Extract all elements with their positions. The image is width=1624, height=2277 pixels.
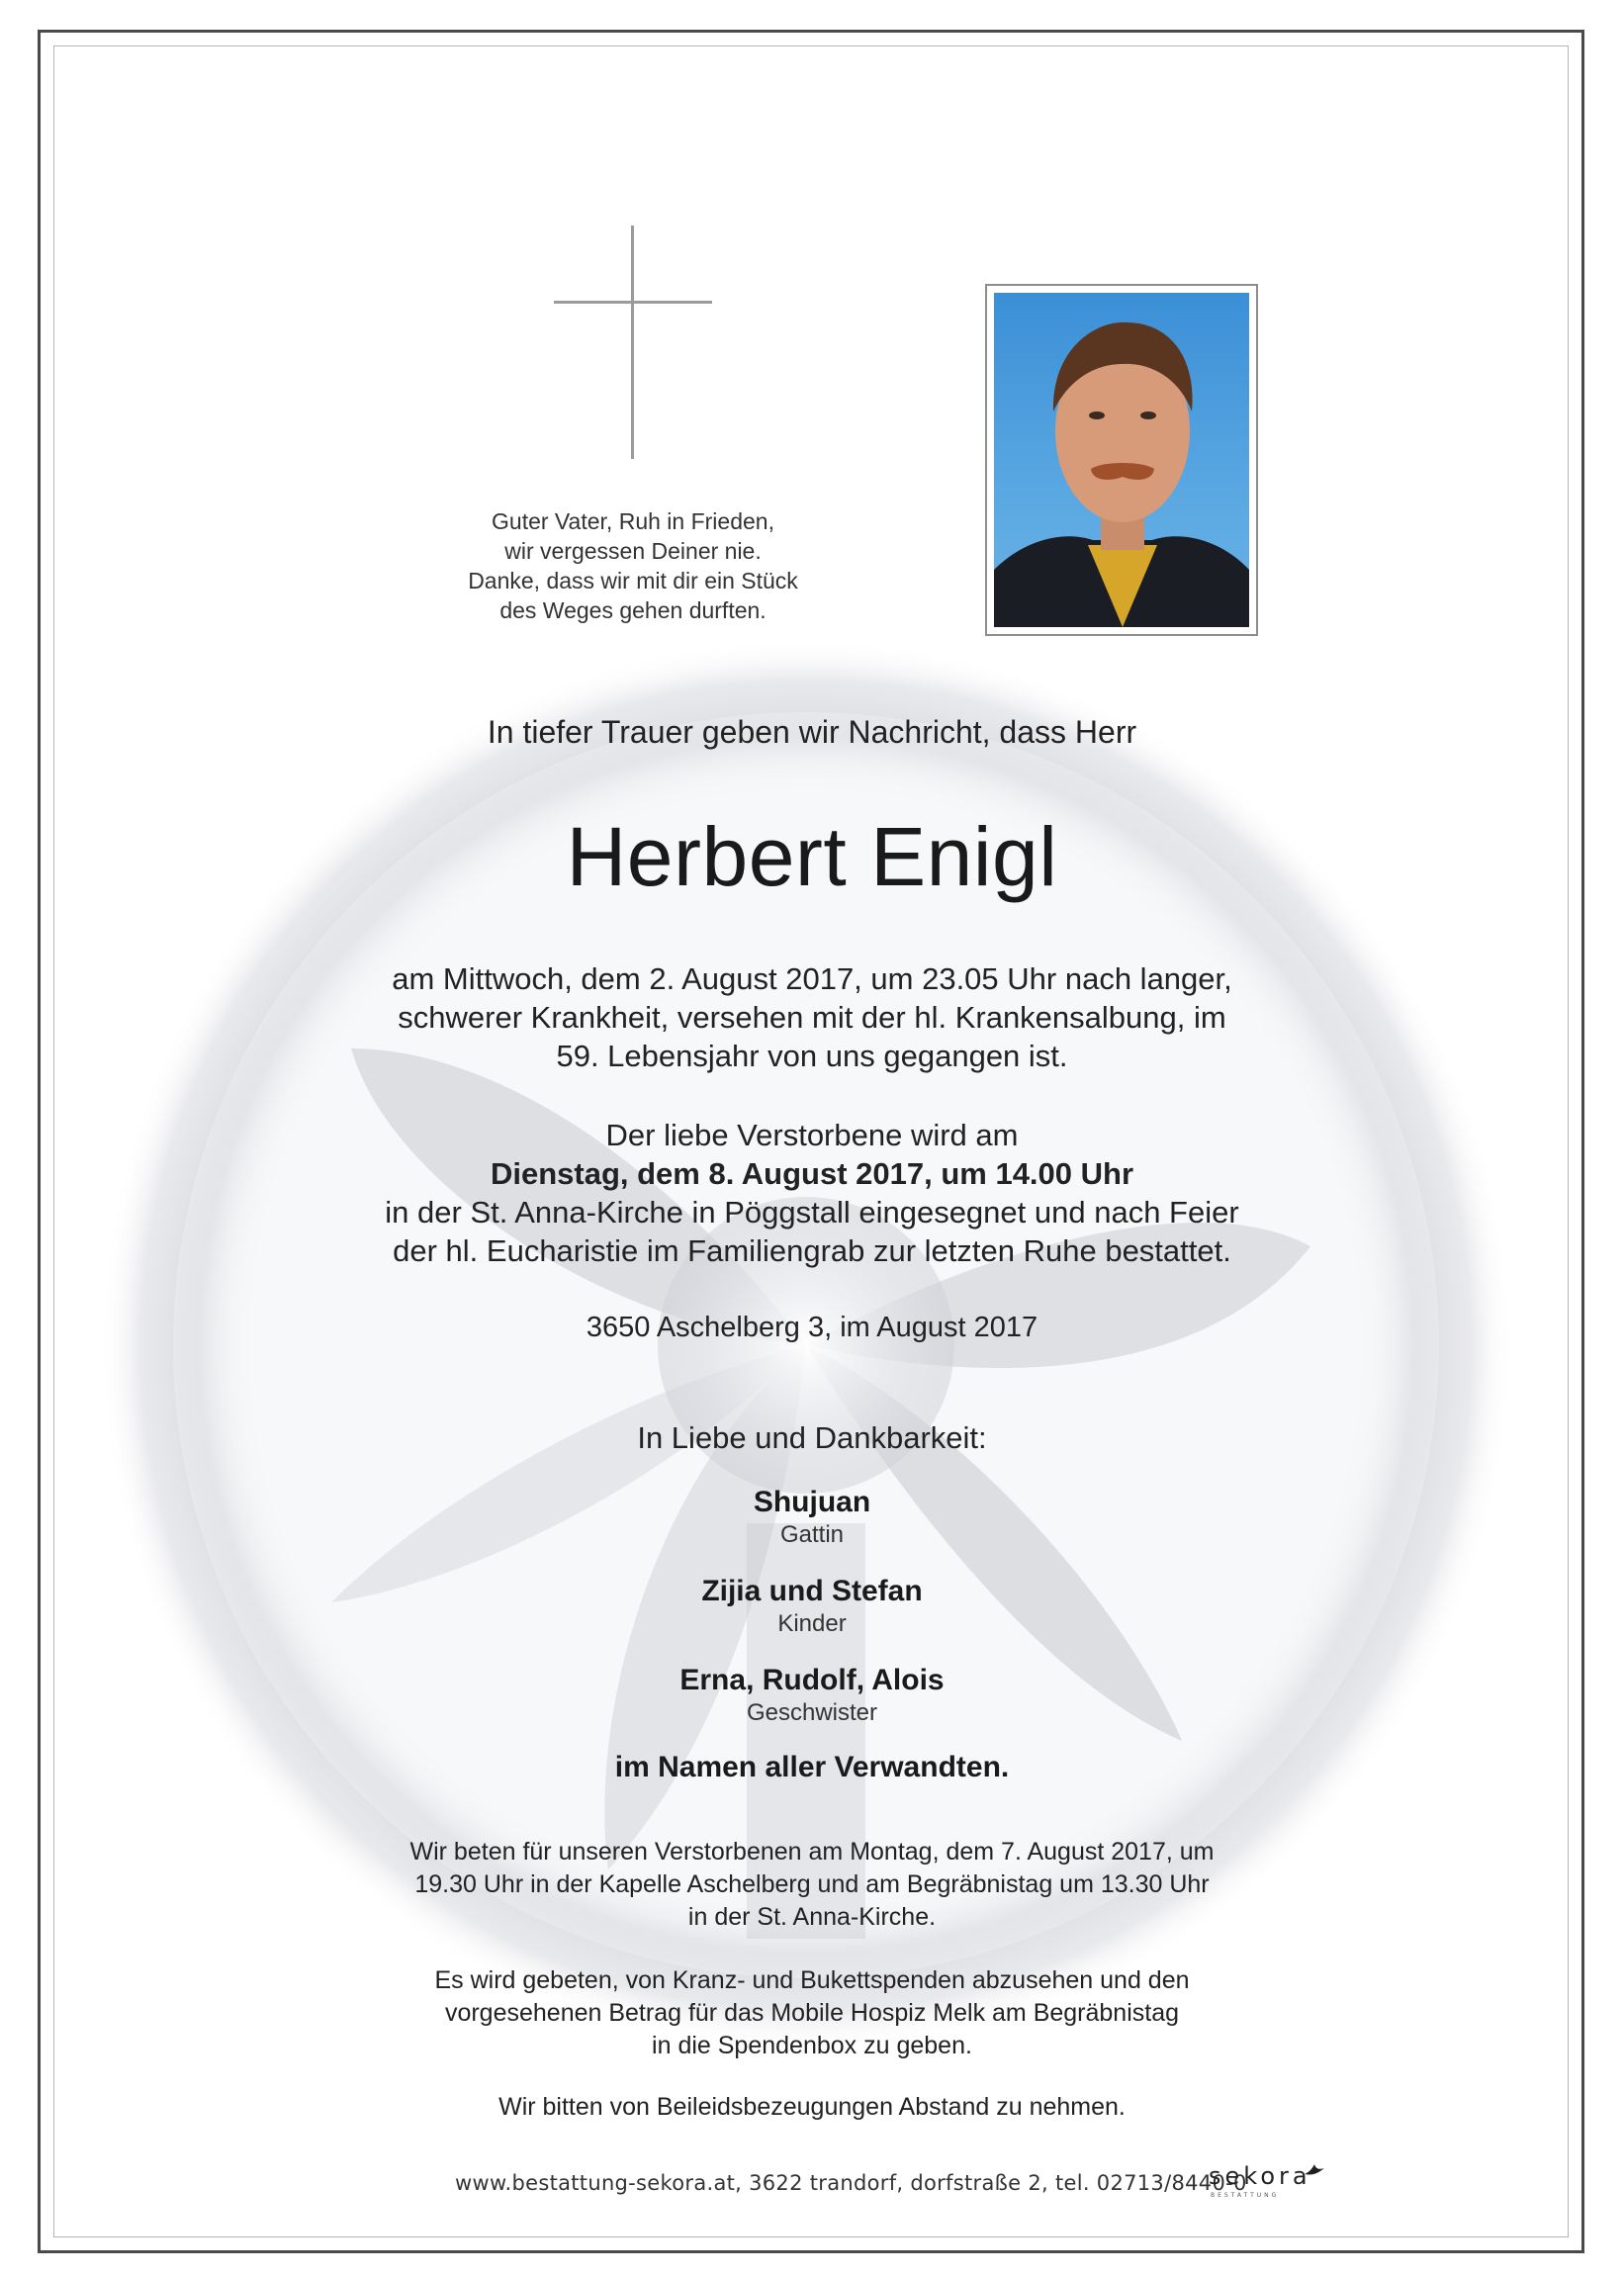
portrait-photo [994,293,1249,627]
verse-line: des Weges gehen durften. [499,597,767,623]
verse-line: Guter Vater, Ruh in Frieden, [492,508,774,534]
memorial-verse [406,506,860,625]
mourner-relation: Gattin [779,1521,845,1548]
announcement-intro: In tiefer Trauer geben wir Nachricht, dass Herr [487,714,1137,750]
death-line: am Mittwoch, dem 2. August 2017, um 23.05 Uhr nach langer, [392,961,1232,996]
prayer-notice [0,1836,1624,1934]
funeral-line: Der liebe Verstorbene wird am [605,1118,1019,1152]
bird-icon [1304,2160,1325,2178]
funeral-line: der hl. Eucharistie im Familiengrab zur letzten Ruhe bestattet. [393,1233,1231,1268]
footer-contact: www.bestattung-sekora.at, 3622 trandorf, dorfstraße 2, tel. 02713/8440-0 [455,2171,1247,2195]
cross-icon [631,226,634,459]
mourner-relation: Kinder [777,1610,847,1637]
donation-line: in die Spendenbox zu geben. [652,2032,972,2059]
mourner-name: Erna, Rudolf, Alois [679,1664,945,1696]
donation-line: vorgesehenen Betrag für das Mobile Hospiz Melk am Begräbnistag [444,1999,1180,2027]
mourner-relation: Geschwister [746,1699,878,1726]
place-and-date: 3650 Aschelberg 3, im August 2017 [586,1312,1038,1343]
deceased-name: Herbert Enigl [566,810,1058,903]
donation-line: Es wird gebeten, von Kranz- und Bukettspenden abzusehen und den [434,1966,1190,1994]
logo-subtitle: BESTATTUNG [1211,2192,1280,2199]
sekora-logo [1209,2162,1327,2198]
portrait-illustration [994,293,1249,627]
mourner-name: Shujuan [753,1486,871,1518]
logo-wordmark: sekora [1209,2162,1311,2190]
closing-line: im Namen aller Verwandten. [614,1751,1010,1783]
condolences-notice: Wir bitten von Beileidsbezeugungen Abstand zu nehmen. [498,2093,1126,2121]
verse-line: Danke, dass wir mit dir ein Stück [468,568,798,593]
death-notice [0,959,1624,1075]
verse-line: wir vergessen Deiner nie. [504,538,762,564]
mourner-name: Zijia und Stefan [701,1575,923,1607]
death-line: schwerer Krankheit, versehen mit der hl. Krankensalbung, im [398,1000,1226,1035]
funeral-line: in der St. Anna-Kirche in Pöggstall eingesegnet und nach Feier [385,1195,1239,1230]
thanks-heading: In Liebe und Dankbarkeit: [637,1420,987,1455]
donation-notice [0,1964,1624,2062]
prayer-line: Wir beten für unseren Verstorbenen am Montag, dem 7. August 2017, um [409,1838,1215,1866]
cross-icon-bar [554,301,712,304]
prayer-line: in der St. Anna-Kirche. [687,1903,937,1931]
portrait-frame [985,284,1258,636]
funeral-date: Dienstag, dem 8. August 2017, um 14.00 Uhr [490,1156,1134,1191]
prayer-line: 19.30 Uhr in der Kapelle Aschelberg und am Begräbnistag um 13.30 Uhr [414,1870,1210,1898]
death-line: 59. Lebensjahr von uns gegangen ist. [556,1039,1068,1073]
funeral-notice [0,1116,1624,1270]
